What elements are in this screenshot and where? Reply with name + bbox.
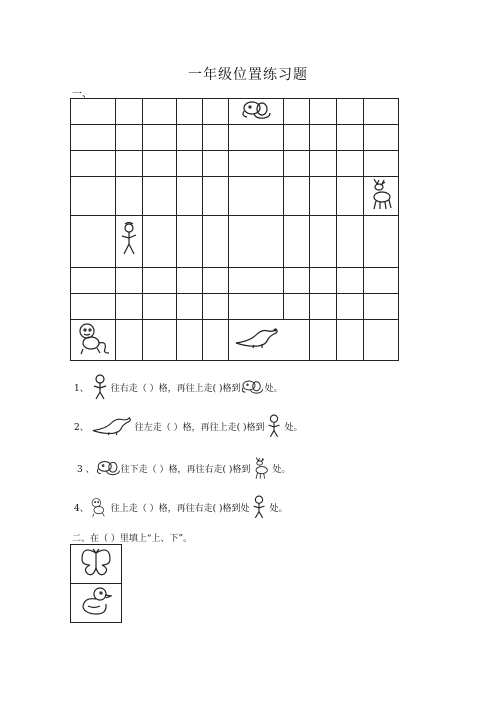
kid-icon xyxy=(89,374,111,400)
grid-row xyxy=(71,294,399,320)
grid-row xyxy=(71,216,399,268)
cell-butterfly xyxy=(71,545,122,584)
question-text: 往上走（ ）格，再往右走( )格到处 xyxy=(110,503,250,514)
puppy-icon xyxy=(240,377,264,397)
question-text: 往下走（ ）格，再往右走( )格到 xyxy=(120,464,251,475)
puppy-icon xyxy=(95,458,121,478)
cell-duck xyxy=(71,584,122,623)
question-number: 2、 xyxy=(74,422,89,433)
kid-icon xyxy=(249,495,269,519)
grid-cell-puppy xyxy=(229,99,284,125)
question-2 xyxy=(74,414,303,438)
grid-row xyxy=(71,151,399,177)
grid-row xyxy=(71,268,399,294)
position-grid xyxy=(70,98,399,361)
question-suffix: 处。 xyxy=(264,383,283,394)
question-1 xyxy=(74,374,283,400)
question-suffix: 处。 xyxy=(272,464,291,475)
question-number: 3 、 xyxy=(77,464,95,475)
butterfly-icon xyxy=(79,547,113,581)
monkey-icon xyxy=(89,496,111,518)
page-title: 一年级位置练习题 xyxy=(188,67,308,83)
question-number: 4、 xyxy=(74,503,89,514)
grid-cell-deer xyxy=(364,177,399,216)
dinosaur-icon xyxy=(89,416,135,436)
duck-icon xyxy=(80,586,112,620)
kid-icon xyxy=(118,222,140,262)
puppy-icon xyxy=(240,99,272,125)
deer-icon xyxy=(368,177,394,215)
grid-row xyxy=(71,177,399,216)
question-suffix: 处。 xyxy=(284,422,303,433)
grid-row xyxy=(71,320,399,361)
monkey-icon xyxy=(75,321,111,359)
section-2-label: 二、在（ ）里填上“上、下”。 xyxy=(72,534,193,544)
deer-icon xyxy=(250,456,272,480)
question-4 xyxy=(74,495,288,519)
grid-cell-dinosaur xyxy=(229,320,310,361)
question-suffix: 处。 xyxy=(269,503,288,514)
dinosaur-icon xyxy=(234,327,280,353)
question-text: 往右走（ ）格，再往上走( )格到 xyxy=(110,383,241,394)
grid-row xyxy=(71,99,399,125)
grid-row xyxy=(71,125,399,151)
up-down-table xyxy=(70,544,122,623)
grid-cell-monkey xyxy=(71,320,116,361)
kid-icon xyxy=(264,414,284,438)
question-3 xyxy=(77,456,290,480)
section-1-label: 一、 xyxy=(72,89,92,100)
question-text: 往左走（ ）格，再往上走( )格到 xyxy=(134,422,265,433)
question-number: 1、 xyxy=(74,383,89,394)
grid-cell-kid xyxy=(116,216,143,268)
